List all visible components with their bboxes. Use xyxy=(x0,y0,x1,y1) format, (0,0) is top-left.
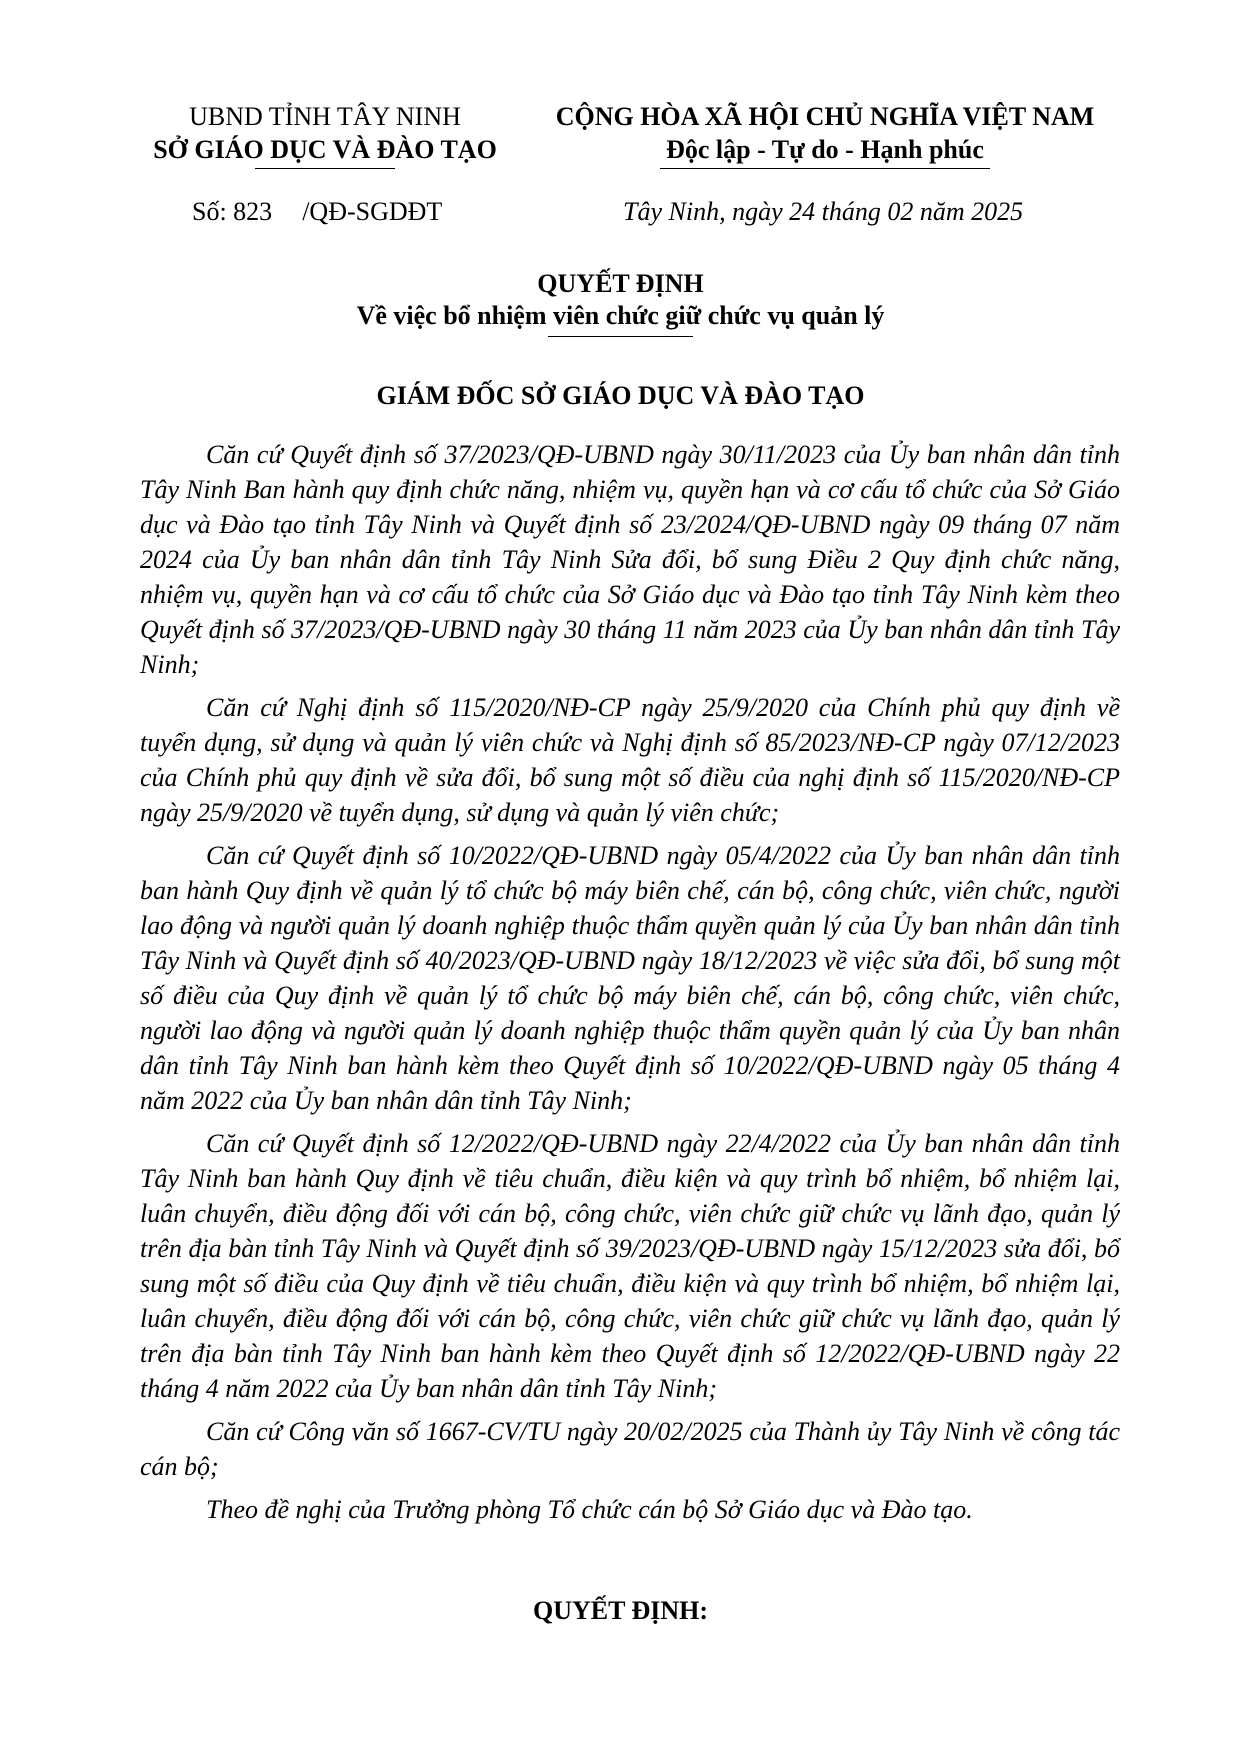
issuing-agency-block xyxy=(140,100,510,169)
document-number-prefix: Số: 823 xyxy=(192,197,273,226)
agency-underline xyxy=(255,168,395,169)
national-heading-block xyxy=(530,100,1120,169)
legal-basis-paragraph: Căn cứ Quyết định số 37/2023/QĐ-UBND ngày 30/11/2023 của Ủy ban nhân dân tỉnh Tây Ninh Ban hành quy định chức năng, nhiệm vụ, quyền hạn và cơ cấu tổ chức của Sở Giáo dục và Đào tạo tỉnh Tây Ninh và Quyết định số 23/2024/QĐ-UBND ngày 09 tháng 07 năm 2024 của Ủy ban nhân dân tỉnh Tây Ninh Sửa đổi, bổ sung Điều 2 Quy định chức năng, nhiệm vụ, quyền hạn và cơ cấu tổ chức của Sở Giáo dục và Đào tạo tỉnh Tây Ninh kèm theo Quyết định số 37/2023/QĐ-UBND ngày 30 tháng 11 năm 2023 của Ủy ban nhân dân tỉnh Tây Ninh; xyxy=(140,440,1120,679)
title-underline xyxy=(548,336,693,337)
motto-underline xyxy=(660,168,990,169)
document-title: QUYẾT ĐỊNH xyxy=(537,269,704,298)
legal-basis-paragraph: Căn cứ Công văn số 1667-CV/TU ngày 20/02/2025 của Thành ủy Tây Ninh về công tác cán bộ; xyxy=(140,1417,1120,1481)
document-header xyxy=(0,100,1241,220)
place-and-date: Tây Ninh, ngày 24 tháng 02 năm 2025 xyxy=(623,197,1024,226)
issuing-authority: GIÁM ĐỐC SỞ GIÁO DỤC VÀ ĐÀO TẠO xyxy=(376,381,865,410)
proposal-paragraph: Theo đề nghị của Trưởng phòng Tổ chức cán bộ Sở Giáo dục và Đào tạo. xyxy=(206,1495,973,1524)
parent-agency: UBND TỈNH TÂY NINH xyxy=(189,102,461,131)
legal-basis-paragraph: Căn cứ Quyết định số 12/2022/QĐ-UBND ngày 22/4/2022 của Ủy ban nhân dân tỉnh Tây Ninh ban hành Quy định về tiêu chuẩn, điều kiện và quy trình bổ nhiệm, bổ nhiệm lại, luân chuyển, điều động đối với cán bộ, công chức, viên chức giữ chức vụ lãnh đạo, quản lý trên địa bàn tỉnh Tây Ninh và Quyết định số 39/2023/QĐ-UBND ngày 15/12/2023 sửa đổi, bổ sung một số điều của Quy định về tiêu chuẩn, điều kiện và quy trình bổ nhiệm, bổ nhiệm lại, luân chuyển, điều động đối với cán bộ, công chức, viên chức giữ chức vụ lãnh đạo, quản lý trên địa bàn tỉnh Tây Ninh ban hành kèm theo Quyết định số 12/2022/QĐ-UBND ngày 22 tháng 4 năm 2022 của Ủy ban nhân dân tỉnh Tây Ninh; xyxy=(140,1129,1120,1403)
document-number-suffix: /QĐ-SGDĐT xyxy=(302,197,443,226)
decision-heading: QUYẾT ĐỊNH: xyxy=(532,1596,709,1625)
document-subject: Về việc bổ nhiệm viên chức giữ chức vụ quản lý xyxy=(356,301,885,330)
national-title: CỘNG HÒA XÃ HỘI CHỦ NGHĨA VIỆT NAM xyxy=(555,102,1095,131)
legal-basis-section xyxy=(140,437,1120,1535)
legal-basis-paragraph: Căn cứ Nghị định số 115/2020/NĐ-CP ngày 25/9/2020 của Chính phủ quy định về tuyển dụng, sử dụng và quản lý viên chức và Nghị định số 85/2023/NĐ-CP ngày 07/12/2023 của Chính phủ quy định về sửa đổi, bổ sung một số điều của nghị định số 115/2020/NĐ-CP ngày 25/9/2020 về tuyển dụng, sử dụng và quản lý viên chức; xyxy=(140,693,1120,827)
national-motto: Độc lập - Tự do - Hạnh phúc xyxy=(666,135,984,164)
document-title-block xyxy=(0,268,1241,337)
issuing-agency: SỞ GIÁO DỤC VÀ ĐÀO TẠO xyxy=(153,135,497,164)
document-number xyxy=(192,196,442,228)
legal-basis-paragraph: Căn cứ Quyết định số 10/2022/QĐ-UBND ngày 05/4/2022 của Ủy ban nhân dân tỉnh ban hành Quy định về quản lý tổ chức bộ máy biên chế, cán bộ, công chức, viên chức, người lao động và người quản lý doanh nghiệp thuộc thẩm quyền quản lý của Ủy ban nhân dân tỉnh Tây Ninh và Quyết định số 40/2023/QĐ-UBND ngày 18/12/2023 về việc sửa đổi, bổ sung một số điều của Quy định về quản lý tổ chức bộ máy biên chế, cán bộ, công chức, viên chức, người lao động và người quản lý doanh nghiệp thuộc thẩm quyền quản lý của Ủy ban nhân dân tỉnh Tây Ninh ban hành kèm theo Quyết định số 10/2022/QĐ-UBND ngày 05 tháng 4 năm 2022 của Ủy ban nhân dân tỉnh Tây Ninh; xyxy=(140,841,1120,1115)
